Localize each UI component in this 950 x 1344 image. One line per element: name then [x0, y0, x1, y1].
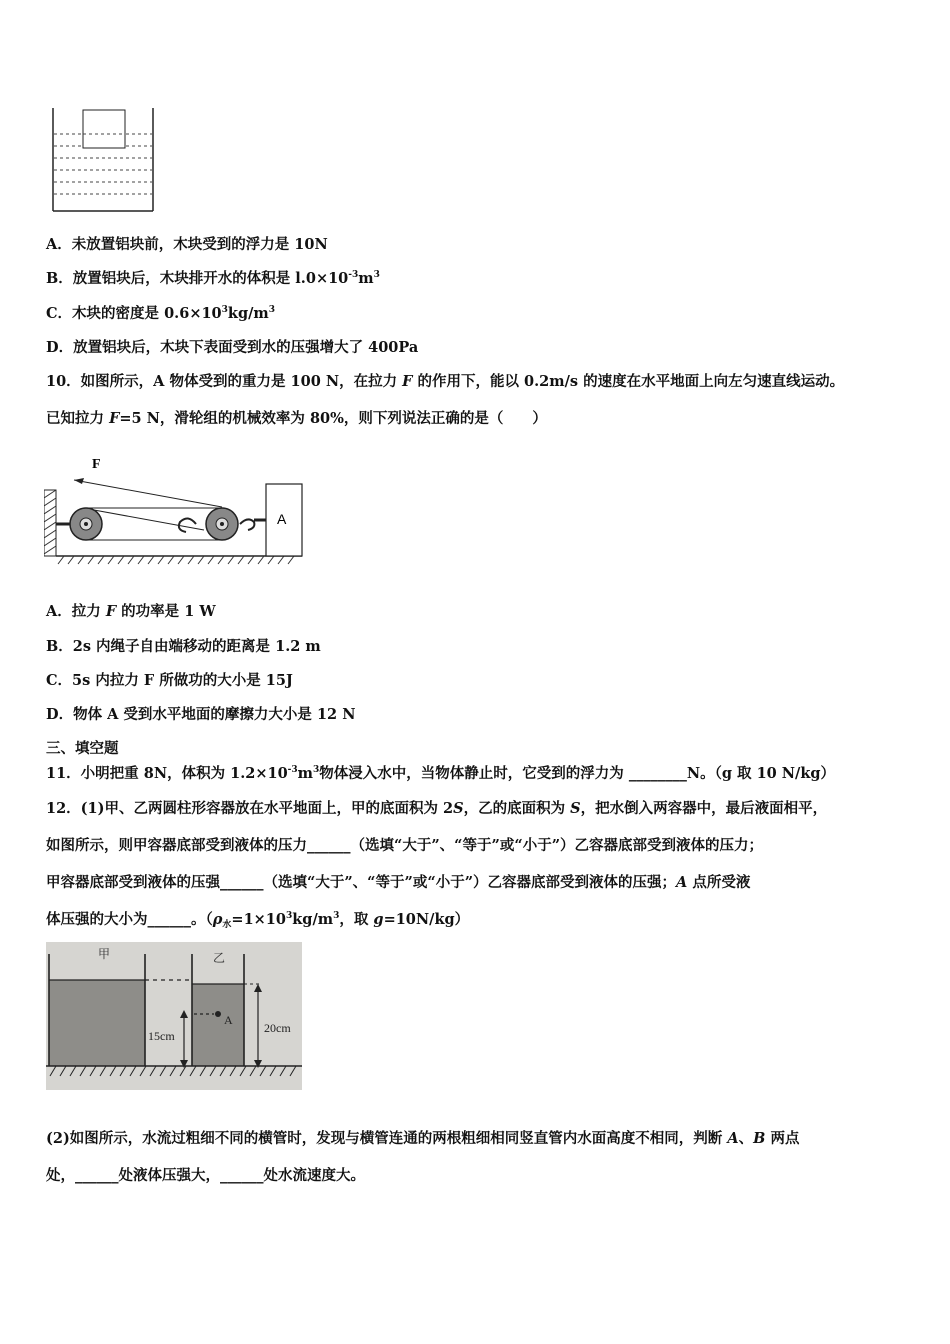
q10-stem-line1: 10．如图所示，A 物体受到的重力是 100 N，在拉力 F 的作用下，能以 0.2m/s 的速度在水平地面上向左匀速直线运动。	[46, 373, 845, 390]
q10-option-d: D．物体 A 受到水平地面的摩擦力大小是 12 N	[46, 706, 356, 723]
q9-option-b: B．放置铝块后，木块排开水的体积是 $l.0\times 10^{-3}m^3$	[46, 270, 380, 287]
q12-part2-line1: (2)如图所示，水流过粗细不同的横管时，发现与横管连通的两根粗细相同竖直管内水面高度不相同，判断 A、B 两点	[46, 1130, 800, 1147]
point-a-label: A	[224, 1013, 233, 1027]
q10-option-b: B．2s 内绳子自由端移动的距离是 1.2 m	[46, 638, 321, 655]
q12-line2: 如图所示，则甲容器底部受到液体的压力______（选填“大于”、“等于”或“小于”）乙容器底部受到液体的压力；	[46, 837, 764, 854]
q12-line4: 体压强的大小为______。（$\rho_水=1\times 10^3kg/m^3$，取 g=10N/kg）	[46, 911, 470, 930]
q10-option-a: A．拉力 F 的功率是 1 W	[46, 603, 216, 620]
height-20cm-label: 20cm	[264, 1021, 291, 1035]
pulley-system-figure	[44, 452, 306, 568]
q10-stem-line2: 已知拉力 F=5 N，滑轮组的机械效率为 80%，则下列说法正确的是（ ）	[46, 410, 547, 427]
container-yi-label: 乙	[213, 951, 226, 965]
q9-option-d: D．放置铝块后，木块下表面受到水的压强增大了 400Pa	[46, 339, 419, 356]
block-a-label: A	[277, 511, 287, 527]
container-jia-label: 甲	[98, 947, 111, 961]
q11-stem: 11．小明把重 8N，体积为 $1.2\times 10^{-3}m^3$物体浸入水中，当物体静止时，它受到的浮力为 ________N。（g 取 10 N/kg）	[46, 765, 836, 782]
q9-option-c: C．木块的密度是 $0.6\times 10^3kg/m^3$	[46, 305, 276, 322]
q12-line3: 甲容器底部受到液体的压强______（选填“大于”、“等于”或“小于”）乙容器底部受到液体的压强；A 点所受液	[46, 874, 751, 891]
two-containers-figure	[46, 942, 302, 1090]
container-with-block-figure	[50, 108, 156, 214]
q10-option-c: C．5s 内拉力 F 所做功的大小是 15J	[46, 672, 293, 689]
q12-line1: 12．(1)甲、乙两圆柱形容器放在水平地面上，甲的底面积为 2S，乙的底面积为 S，把水倒入两容器中，最后液面相平，	[46, 800, 828, 817]
force-label-f: F	[92, 457, 101, 472]
section-title: 三、填空题	[46, 740, 119, 757]
q9-option-a: A．未放置铝块前，木块受到的浮力是 10N	[46, 236, 328, 253]
q12-part2-line2: 处，______处液体压强大，______处水流速度大。	[46, 1167, 365, 1184]
depth-15cm-label: 15cm	[148, 1029, 175, 1043]
